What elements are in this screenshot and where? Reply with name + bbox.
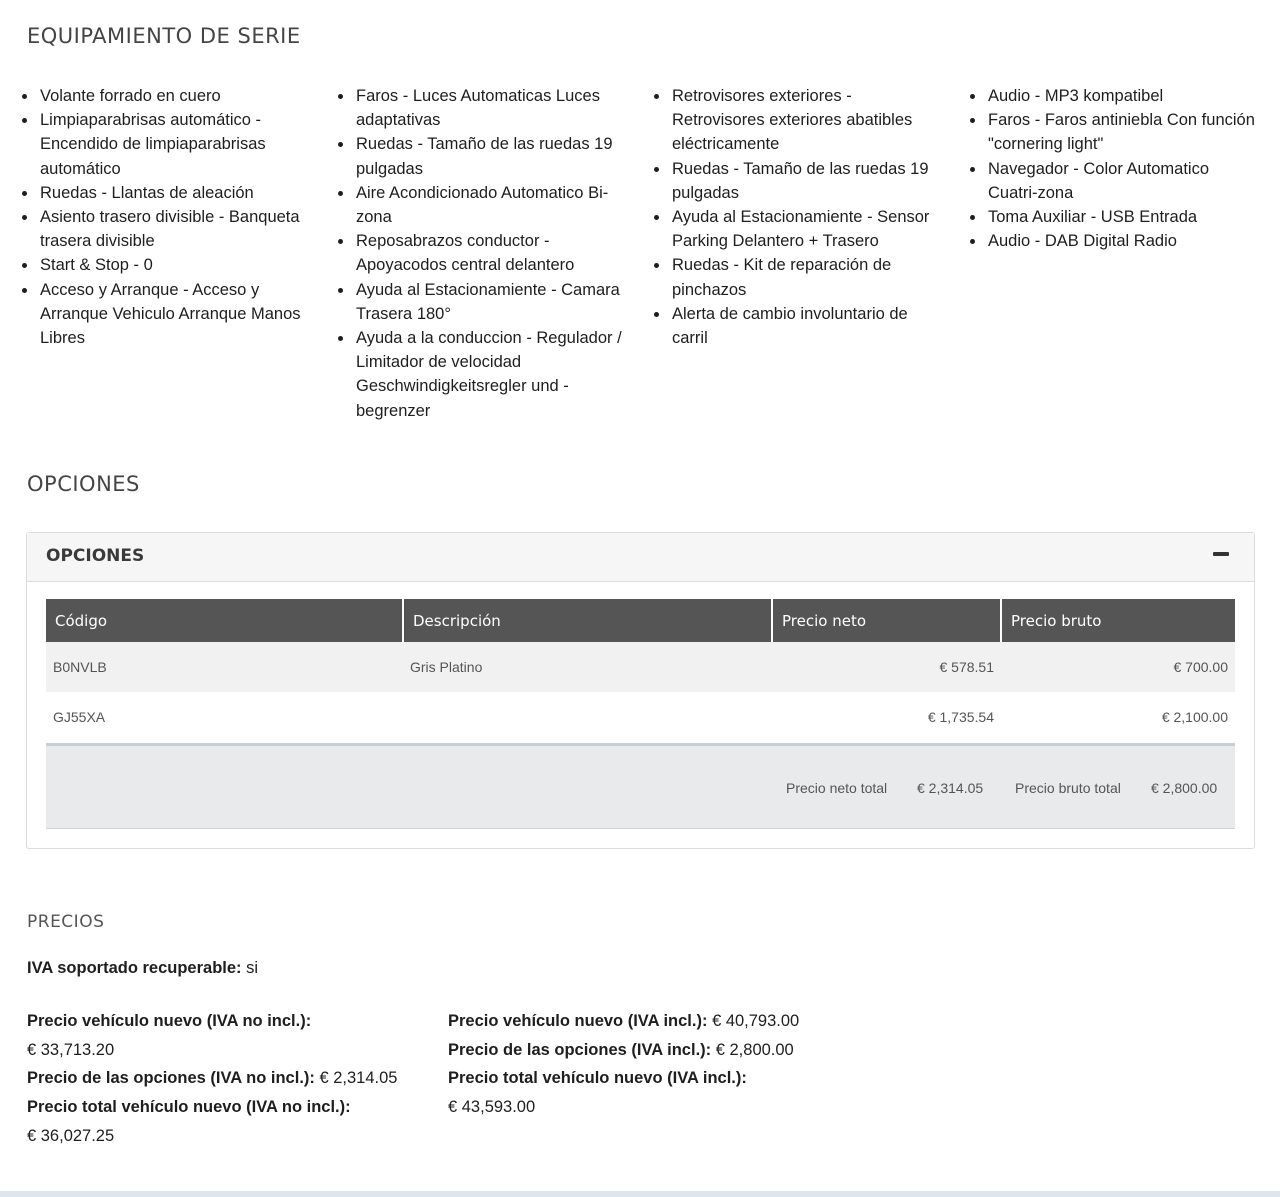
price-label: Precio de las opciones (IVA no incl.): [27,1069,315,1087]
equipment-item: Alerta de cambio involuntario de carril [652,302,942,350]
cell-precio-bruto: € 700.00 [1001,642,1235,692]
total-neto-label: Precio neto total [786,780,888,796]
table-header-row [46,599,1235,642]
options-panel-header[interactable] [27,533,1254,582]
iva-label: IVA soportado recuperable: [27,959,242,977]
price-label: Precio de las opciones (IVA incl.): [448,1041,712,1059]
iva-recuperable [27,954,258,983]
equipment-item: Ayuda al Estacionamiente - Sensor Parking Delantero + Trasero [652,205,942,253]
cell-precio-neto: € 578.51 [772,642,1001,692]
price-opciones-con-iva [448,1036,868,1065]
section-title-opciones: OPCIONES [27,472,140,496]
equipment-item: Acceso y Arranque - Acceso y Arranque Vehiculo Arranque Manos Libres [20,278,310,351]
equipment-item: Retrovisores exteriores - Retrovisores exteriores abatibles eléctricamente [652,84,942,157]
total-bruto-label: Precio bruto total [1015,780,1121,796]
price-value: € 2,314.05 [319,1069,398,1087]
equipment-column-4 [968,84,1258,253]
equipment-column-3 [652,84,942,350]
equipment-item: Faros - Faros antiniebla Con función "cornering light" [968,108,1258,156]
iva-value: si [246,959,259,977]
equipment-item: Ruedas - Tamaño de las ruedas 19 pulgadas [652,157,942,205]
options-panel [26,532,1255,849]
page-bottom-bar [0,1191,1280,1197]
section-title-equipamiento: EQUIPAMIENTO DE SERIE [27,24,301,48]
equipment-item: Audio - DAB Digital Radio [968,229,1258,253]
cell-descripcion: Gris Platino [403,642,772,692]
equipment-item: Volante forrado en cuero [20,84,310,108]
equipment-item: Audio - MP3 kompatibel [968,84,1258,108]
equipment-item: Navegador - Color Automatico Cuatri-zona [968,157,1258,205]
equipment-item: Ayuda al Estacionamiente - Camara Trasera 180° [336,278,626,326]
price-label: Precio total vehículo nuevo (IVA incl.): [448,1069,747,1087]
column-header-descripcion[interactable]: Descripción [403,599,772,642]
totals-row [46,743,1235,829]
cell-codigo: B0NVLB [46,642,403,692]
price-label: Precio total vehículo nuevo (IVA no incl.): [27,1098,351,1116]
cell-precio-bruto: € 2,100.00 [1001,692,1235,742]
equipment-column-1 [20,84,310,350]
column-header-codigo[interactable]: Código [46,599,403,642]
price-value: € 36,027.25 [27,1126,115,1145]
price-value: € 43,593.00 [448,1097,536,1116]
price-total-sin-iva [27,1093,427,1150]
equipment-column-2 [336,84,626,423]
price-vehiculo-con-iva [448,1007,868,1036]
price-value: € 40,793.00 [712,1012,800,1030]
equipment-item: Ruedas - Llantas de aleación [20,181,310,205]
total-neto-value: € 2,314.05 [917,780,984,796]
equipment-item: Ruedas - Kit de reparación de pinchazos [652,253,942,301]
price-label: Precio vehículo nuevo (IVA incl.): [448,1012,708,1030]
cell-codigo: GJ55XA [46,692,403,742]
total-bruto-value: € 2,800.00 [1151,780,1218,796]
price-opciones-sin-iva [27,1064,437,1093]
equipment-item: Aire Acondicionado Automatico Bi-zona [336,181,626,229]
equipment-item: Faros - Luces Automaticas Luces adaptativas [336,84,626,132]
equipment-item: Limpiaparabrisas automático - Encendido de limpiaparabrisas automático [20,108,310,181]
equipment-item: Start & Stop - 0 [20,253,310,277]
equipment-item: Ayuda a la conduccion - Regulador / Limitador de velocidad Geschwindigkeitsregler und -begrenzer [336,326,626,423]
price-label: Precio vehículo nuevo (IVA no incl.): [27,1012,312,1030]
price-value: € 2,800.00 [715,1041,794,1059]
minus-icon[interactable] [1213,552,1229,556]
equipment-item: Toma Auxiliar - USB Entrada [968,205,1258,229]
cell-descripcion [403,692,772,742]
price-value: € 33,713.20 [27,1040,115,1059]
equipment-item: Reposabrazos conductor - Apoyacodos central delantero [336,229,626,277]
options-table [46,599,1235,742]
price-vehiculo-sin-iva [27,1007,427,1064]
equipment-item: Asiento trasero divisible - Banqueta trasera divisible [20,205,310,253]
column-header-precio-neto[interactable]: Precio neto [772,599,1001,642]
table-row [46,642,1235,692]
column-header-precio-bruto[interactable]: Precio bruto [1001,599,1235,642]
equipment-item: Ruedas - Tamaño de las ruedas 19 pulgadas [336,132,626,180]
cell-precio-neto: € 1,735.54 [772,692,1001,742]
options-panel-title: OPCIONES [46,546,145,566]
table-row [46,692,1235,742]
section-title-precios: PRECIOS [27,912,105,932]
price-total-con-iva [448,1064,868,1121]
